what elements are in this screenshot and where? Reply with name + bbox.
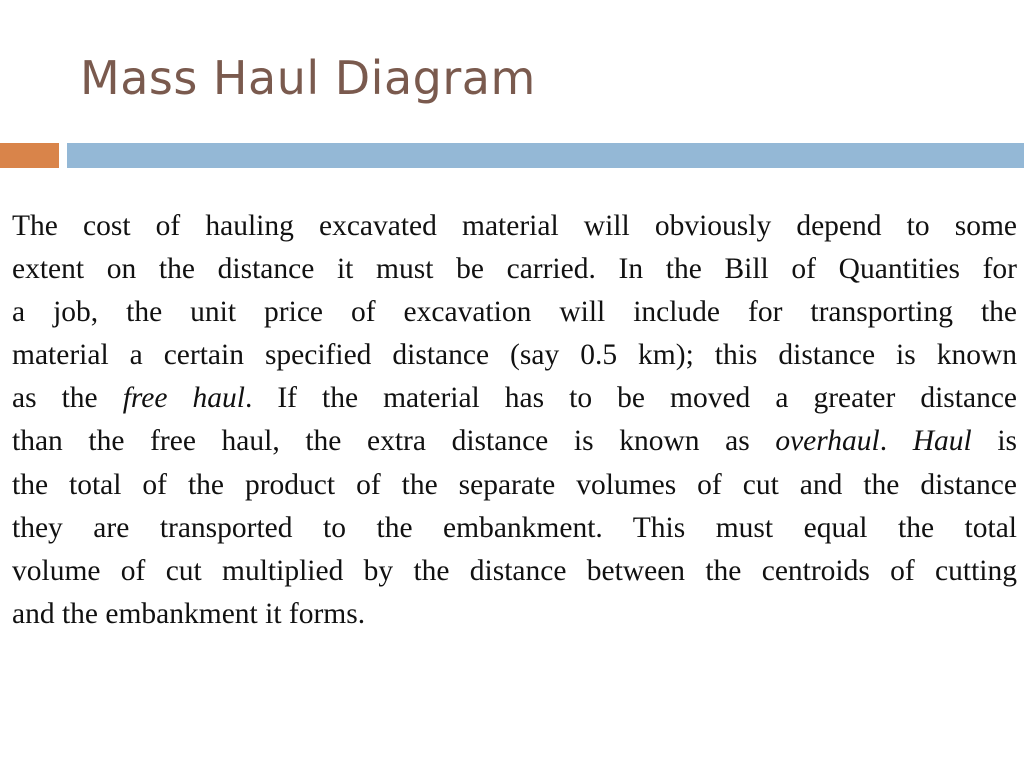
paragraph-line: and the embankment it forms. (12, 597, 366, 630)
paragraph-line: material a certain specified distance (say 0.5 km); this distance is known (12, 339, 1017, 372)
accent-bar-orange (0, 143, 59, 168)
paragraph-line: a job, the unit price of excavation will include for transporting the (12, 296, 1017, 329)
line-text: . (879, 425, 888, 458)
term-free-haul: free haul (122, 382, 245, 415)
slide-title: Mass Haul Diagram (80, 51, 536, 105)
line-text: as the (12, 382, 98, 415)
line-text: . If the material has to be moved a greater distance (244, 382, 1018, 415)
body-paragraph (12, 205, 1017, 636)
term-haul: Haul (912, 425, 972, 458)
paragraph-line: volume of cut multiplied by the distance between the centroids of cutting (12, 554, 1017, 587)
paragraph-line: extent on the distance it must be carried. In the Bill of Quantities for (12, 253, 1017, 286)
line-text: is (997, 425, 1018, 458)
paragraph-line: they are transported to the embankment. This must equal the total (12, 511, 1017, 544)
paragraph-line: the total of the product of the separate volumes of cut and the distance (12, 468, 1017, 501)
paragraph-line: The cost of hauling excavated material will obviously depend to some (12, 210, 1017, 242)
line-text: than the free haul, the extra distance is known as (12, 425, 750, 458)
term-overhaul: overhaul (775, 425, 880, 458)
paragraph-line (12, 420, 1017, 463)
accent-bar-blue (67, 143, 1024, 168)
paragraph-line (12, 377, 1017, 420)
